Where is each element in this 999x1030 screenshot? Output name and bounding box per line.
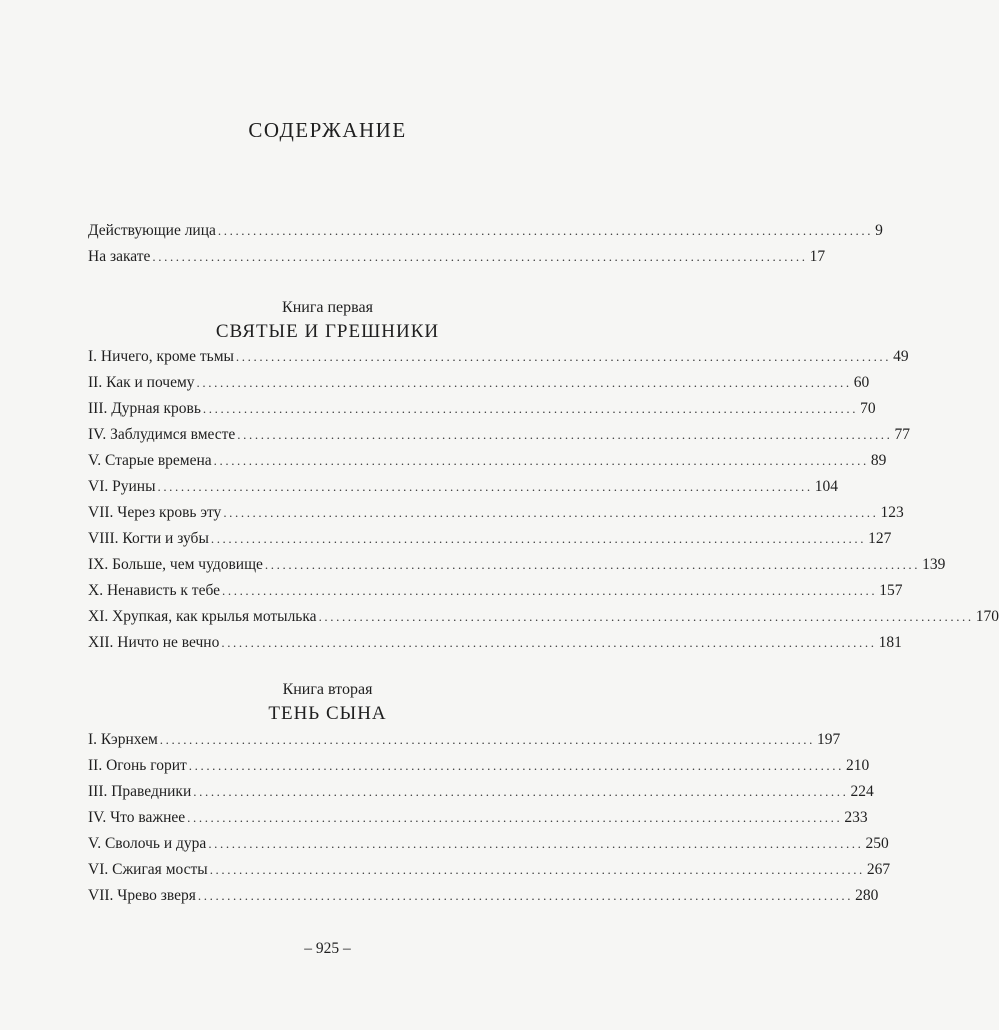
leader-dots: ................................................................................................................ (187, 810, 843, 825)
leader-dots: ................................................................................................................ (237, 427, 893, 442)
toc-entry (88, 887, 879, 909)
toc-entry-label: III. Дурная кровь (88, 400, 201, 417)
toc-entry (88, 731, 841, 753)
toc-entry-label: VI. Сжигая мосты (88, 861, 208, 878)
toc-entry (88, 634, 902, 656)
toc-entry-label: VII. Чрево зверя (88, 887, 196, 904)
toc-entry-page: 210 (845, 757, 870, 774)
toc-entry-page: 267 (866, 861, 891, 878)
leader-dots: ................................................................................................................ (196, 375, 852, 390)
toc-entry (88, 757, 870, 779)
toc-entry-page: 123 (880, 504, 904, 521)
leader-dots: ................................................................................................................ (213, 453, 869, 468)
toc-entry-page: 181 (878, 634, 902, 651)
book-subtitle: Книга первая (282, 299, 373, 316)
book-subtitle: Книга вторая (282, 681, 373, 698)
toc-entry-label: Действующие лица (88, 222, 216, 239)
toc-entry-label: IV. Что важнее (88, 809, 186, 826)
leader-dots: ................................................................................................................ (193, 784, 849, 799)
toc-entry (88, 452, 887, 474)
toc-entry (88, 582, 903, 604)
leader-dots: ................................................................................................................ (197, 888, 854, 903)
toc-entry-page: 60 (853, 374, 870, 391)
toc-entry (88, 222, 883, 244)
leader-dots: ................................................................................................................ (210, 531, 867, 546)
leader-dots: ................................................................................................................ (217, 223, 874, 238)
toc-entry (88, 400, 876, 422)
leader-dots: ................................................................................................................ (221, 635, 877, 650)
toc-entry-label: III. Праведники (88, 783, 192, 800)
toc-entry-page: 224 (850, 783, 874, 800)
leader-dots: ................................................................................................................ (157, 479, 813, 494)
toc-entry-label: I. Ничего, кроме тьмы (88, 348, 234, 365)
toc-entry (88, 374, 870, 396)
toc-entry-page: 280 (855, 887, 879, 904)
leader-dots: ................................................................................................................ (202, 401, 859, 416)
toc-entry-label: На закате (88, 248, 151, 265)
toc-entry-label: II. Огонь горит (88, 757, 187, 774)
toc-entry-page: 17 (809, 248, 826, 265)
toc-entry-page: 170 (975, 608, 999, 625)
toc-entry (88, 809, 868, 831)
toc-entry-page: 197 (817, 731, 841, 748)
toc-entry (88, 608, 999, 630)
toc-entry-label: XI. Хрупкая, как крылья мотылька (88, 608, 317, 625)
leader-dots: ................................................................................................................ (208, 836, 864, 851)
toc-entry-label: VIII. Когти и зубы (88, 530, 209, 547)
toc-entry (88, 861, 891, 883)
toc-entry (88, 426, 910, 448)
leader-dots: ................................................................................................................ (223, 505, 879, 520)
toc-entry (88, 530, 892, 552)
toc-entry-label: I. Кэрнхем (88, 731, 158, 748)
leader-dots: ................................................................................................................ (235, 349, 892, 364)
toc-entry (88, 783, 874, 805)
toc-entry-page: 157 (879, 582, 903, 599)
toc-entry-page: 89 (870, 452, 887, 469)
toc-entry-page: 77 (894, 426, 910, 443)
leader-dots: ................................................................................................................ (209, 862, 865, 877)
toc-entry (88, 248, 826, 270)
toc-entry (88, 348, 909, 370)
toc-entry-label: IV. Заблудимся вместе (88, 426, 236, 443)
toc-entry-page: 70 (860, 400, 876, 417)
toc-entry-page: 139 (922, 556, 946, 573)
toc-entry-label: XII. Ничто не вечно (88, 634, 220, 651)
toc-entry-page: 9 (875, 222, 883, 239)
page-title: СОДЕРЖАНИЕ (248, 118, 407, 142)
toc-entry-page: 49 (893, 348, 909, 365)
book-title: СВЯТЫЕ И ГРЕШНИКИ (215, 321, 440, 342)
toc-entry-label: VI. Руины (88, 478, 156, 495)
toc-entry-page: 250 (865, 835, 889, 852)
leader-dots: ................................................................................................................ (152, 249, 808, 264)
toc-entry-page: 104 (814, 478, 838, 495)
toc-entry-label: V. Сволочь и дура (88, 835, 207, 852)
toc-entry (88, 556, 946, 578)
leader-dots: ................................................................................................................ (318, 609, 974, 624)
leader-dots: ................................................................................................................ (264, 557, 921, 572)
toc-entry (88, 835, 889, 857)
page-number: – 925 – (304, 940, 351, 957)
toc-entry-page: 127 (868, 530, 892, 547)
toc-entry-label: V. Старые времена (88, 452, 212, 469)
leader-dots: ................................................................................................................ (188, 758, 844, 773)
toc-entry (88, 478, 838, 500)
toc-entry-page: 233 (844, 809, 868, 826)
toc-entry-label: IX. Больше, чем чудовище (88, 556, 263, 573)
leader-dots: ................................................................................................................ (159, 732, 815, 747)
toc-entry (88, 504, 904, 526)
toc-entry-label: II. Как и почему (88, 374, 195, 391)
leader-dots: ................................................................................................................ (222, 583, 878, 598)
book-title: ТЕНЬ СЫНА (268, 703, 387, 724)
toc-entry-label: VII. Через кровь эту (88, 504, 222, 521)
toc-entry-label: X. Ненависть к тебе (88, 582, 221, 599)
